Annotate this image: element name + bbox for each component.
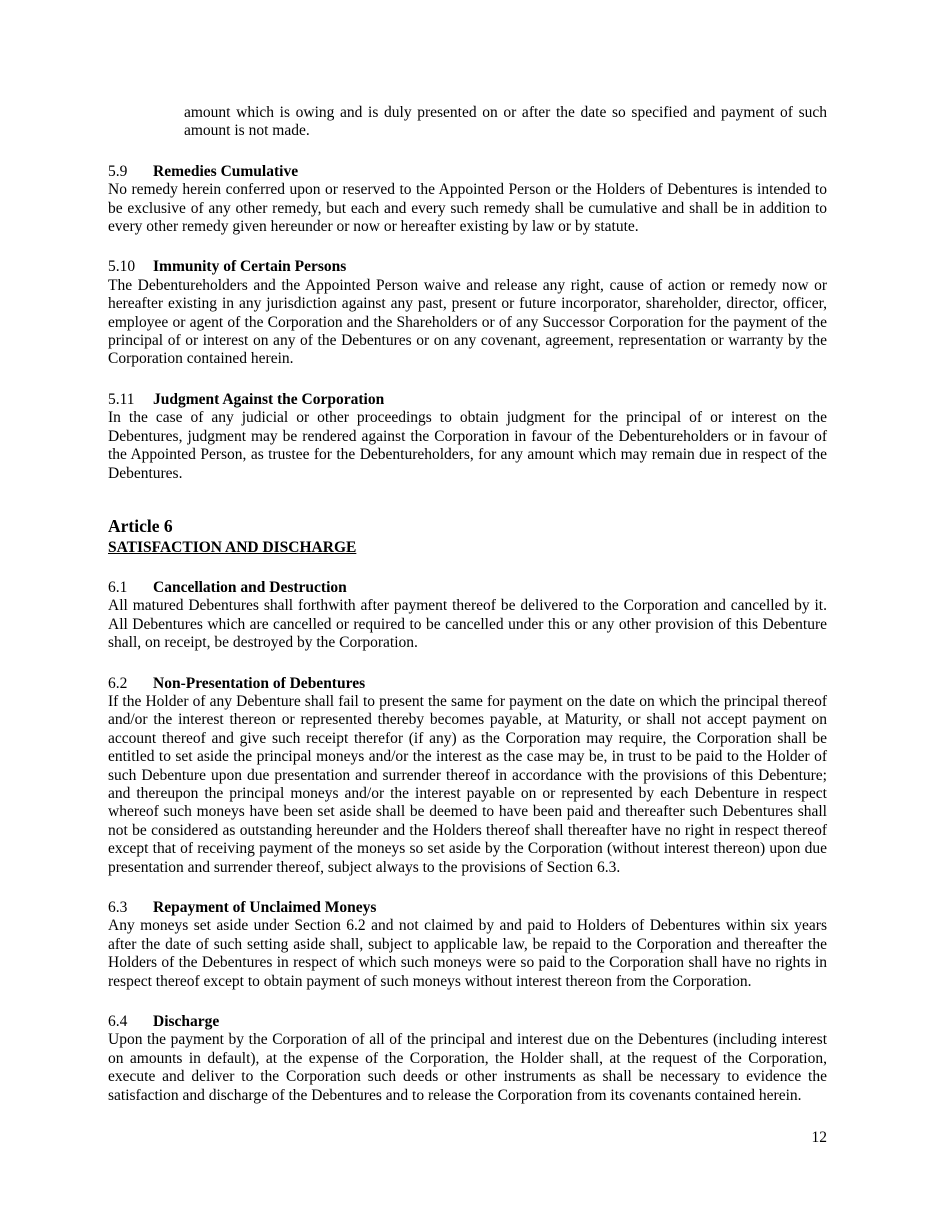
section-body: Upon the payment by the Corporation of all of the principal and interest due on the Debentures (including interest on amounts in default), at the expense of the Corporation, the Holder shall, at the request of the Corporation, execute and deliver to the Corporation such deeds or other instruments as shall be necessary to evidence the satisfaction and discharge of the Debentures and to release the Corporation from its covenants contained herein. [108,1031,827,1104]
section-number: 6.3 [108,899,128,916]
section-heading [108,391,827,409]
section-number: 6.1 [108,578,128,596]
section-number: 5.11 [108,390,135,408]
section-body: The Debentureholders and the Appointed Person waive and release any right, cause of action or remedy now or hereafter existing in any jurisdiction against any past, present or future incorporator, shareholder, director, officer, employee or agent of the Corporation and the Shareholders or of any Successor Corporation for the payment of the principal of or interest on any of the Debentures or on any covenant, agreement, representation or warranty by the Corporation contained herein. [108,276,827,368]
section-6-2 [108,675,827,877]
section-6-1 [108,579,827,653]
section-number: 6.4 [108,1013,128,1031]
section-title: Remedies Cumulative [153,162,299,180]
section-number: 5.10 [108,258,136,276]
section-heading [108,899,827,917]
section-5-9 [108,163,827,237]
section-heading [108,258,827,276]
section-body: No remedy herein conferred upon or reserved to the Appointed Person or the Holders of Debentures is intended to be exclusive of any other remedy, but each and every such remedy shall be cumulative and shall be in addition to every other remedy given hereunder or now or hereafter existing by law or by statute. [108,181,827,236]
section-heading [108,1013,827,1031]
article-6-heading [108,515,827,557]
section-heading [108,579,827,597]
section-5-11 [108,391,827,483]
section-body: All matured Debentures shall forthwith after payment thereof be delivered to the Corporation and cancelled by it. All Debentures which are cancelled or required to be cancelled under this or any other provision of this Debenture shall, on receipt, be destroyed by the Corporation. [108,597,827,652]
section-title: Discharge [153,1013,220,1031]
section-6-3 [108,899,827,991]
article-title: SATISFACTION AND DISCHARGE [108,538,357,556]
section-heading [108,163,827,181]
section-body: If the Holder of any Debenture shall fail to present the same for payment on the date on which the principal thereof and/or the interest thereon or represented thereby becomes payable, at Maturity, or shall not accept payment on account thereof and give such receipt therefor (if any) as the Corporation may require, the Corporation shall be entitled to set aside the principal moneys and/or the interest as the case may be, in trust to be paid to the Holder of such Debenture upon due presentation and surrender thereof in accordance with the provisions of this Debenture; and thereupon the principal moneys and/or the interest payable on or represented by each Debenture in respect whereof such moneys have been set aside shall be deemed to have been paid and thereafter such Debentures shall not be considered as outstanding hereunder and the Holders thereof shall thereafter have no right in respect thereof except that of receiving payment of the moneys so set aside by the Corporation (without interest thereon) upon due presentation and surrender thereof, subject always to the provisions of Section 6.3. [108,692,827,876]
section-title: Cancellation and Destruction [153,578,347,596]
section-number: 5.9 [108,162,128,180]
section-5-10 [108,258,827,368]
section-title: Non-Presentation of Debentures [153,674,366,692]
section-title: Immunity of Certain Persons [153,258,347,276]
article-label: Article 6 [108,515,173,536]
section-title: Repayment of Unclaimed Moneys [153,899,377,916]
section-body: In the case of any judicial or other proceedings to obtain judgment for the principal of or interest on the Debentures, judgment may be rendered against the Corporation in favour of the Debentureholders or in favour of the Appointed Person, as trustee for the Debentureholders, for any amount which may remain due in respect of the Debentures. [108,409,827,482]
page-number: 12 [811,1129,827,1146]
section-number: 6.2 [108,674,128,692]
section-title: Judgment Against the Corporation [153,390,385,408]
continuation-paragraph: amount which is owing and is duly presented on or after the date so specified and payment of such amount is not made. [184,104,827,140]
section-6-4 [108,1013,827,1105]
section-heading [108,675,827,693]
document-page-content [108,104,827,1105]
section-body: Any moneys set aside under Section 6.2 and not claimed by and paid to Holders of Debentures within six years after the date of such setting aside shall, subject to applicable law, be repaid to the Corporation and thereafter the Holders of the Debentures in respect of which such moneys were so paid to the Corporation shall have no rights in respect thereof except to obtain payment of such moneys without interest thereon from the Corporation. [108,917,827,990]
